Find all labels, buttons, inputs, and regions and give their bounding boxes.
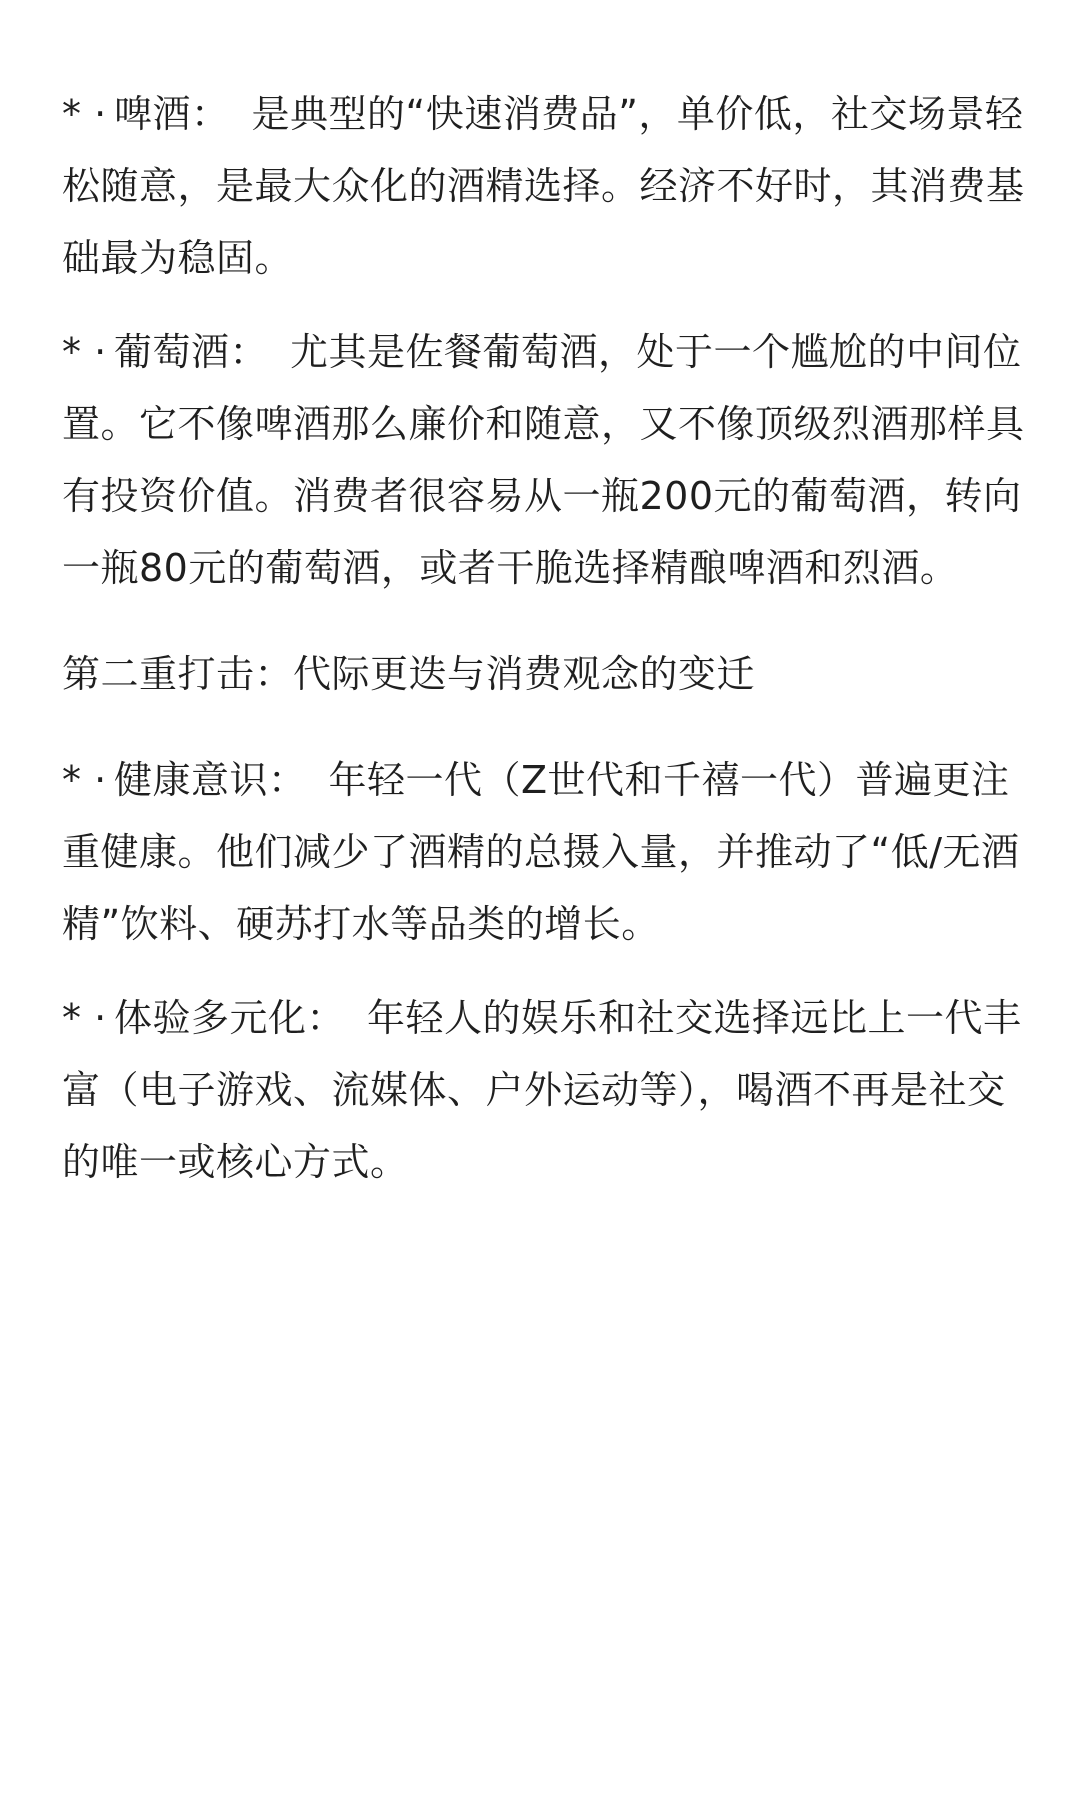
bullet-item-health	[62, 744, 1030, 960]
bullet-label: 葡萄酒：	[114, 330, 269, 374]
bullet-item-experience	[62, 982, 1030, 1198]
article-content	[62, 78, 1030, 1220]
bullet-label: 体验多元化：	[114, 996, 346, 1040]
bullet-item-beer	[62, 78, 1030, 294]
bullet-item-wine	[62, 316, 1030, 604]
bullet-label: 健康意识：	[114, 758, 307, 802]
bullet-marker: * ·	[62, 758, 107, 802]
bullet-marker: * ·	[62, 996, 107, 1040]
bullet-text: 尤其是佐餐葡萄酒，处于一个尴尬的中间位置。它不像啤酒那么廉价和随意，又不像顶级烈酒那样具有投资价值。消费者很容易从一瓶200元的葡萄酒，转向一瓶80元的葡萄酒，或者干脆选择精酿啤酒和烈酒。	[62, 330, 1025, 590]
section-heading: 第二重打击：代际更迭与消费观念的变迁	[62, 652, 756, 696]
bullet-text: 年轻一代（Z世代和千禧一代）普遍更注重健康。他们减少了酒精的总摄入量，并推动了“低/无酒精”饮料、硬苏打水等品类的增长。	[62, 758, 1020, 946]
bullet-marker: * ·	[62, 330, 107, 374]
bullet-label: 啤酒：	[114, 92, 230, 136]
bullet-text: 是典型的“快速消费品”，单价低，社交场景轻松随意，是最大众化的酒精选择。经济不好时，其消费基础最为稳固。	[62, 92, 1025, 280]
bullet-text: 年轻人的娱乐和社交选择远比上一代丰富（电子游戏、流媒体、户外运动等），喝酒不再是社交的唯一或核心方式。	[62, 996, 1022, 1184]
bullet-marker: * ·	[62, 92, 107, 136]
